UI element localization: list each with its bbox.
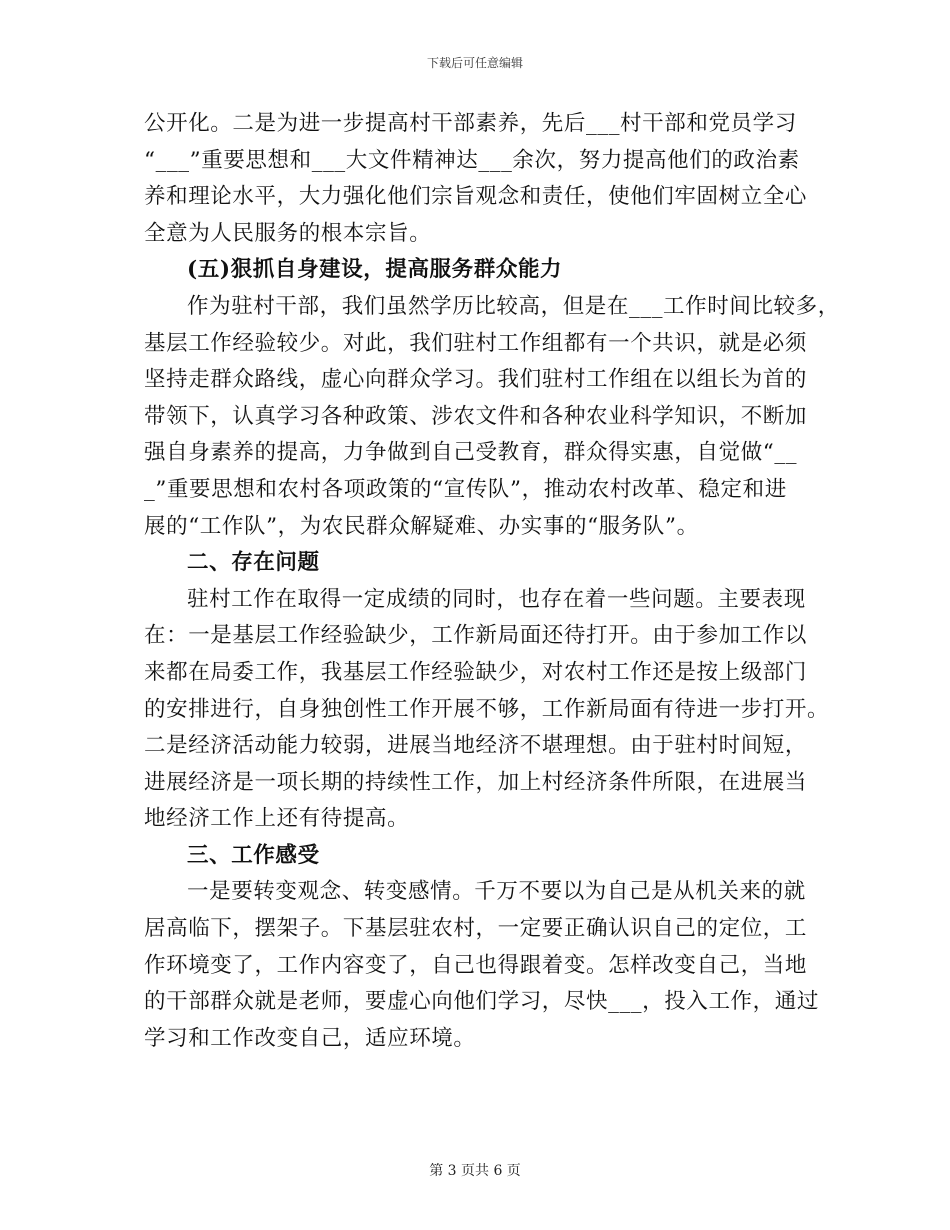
- document-body: [144, 106, 840, 1057]
- paragraph-line: 作为驻村干部，我们虽然学历比较高，但是在___工作时间比较多，: [187, 293, 840, 319]
- paragraph-line: 驻村工作在取得一定成绩的同时，也存在着一些问题。主要表现: [187, 586, 806, 612]
- paragraph-line: 的安排进行，自身独创性工作开展不够，工作新局面有待进一步打开。: [144, 696, 830, 722]
- paragraph-line: 一是要转变观念、转变感情。千万不要以为自己是从机关来的就: [187, 879, 806, 905]
- paragraph-line: 公开化。二是为进一步提高村干部素养，先后___村干部和党员学习: [144, 111, 797, 136]
- paragraph-line: 二是经济活动能力较弱，进展当地经济不堪理想。由于驻村时间短，: [144, 733, 808, 759]
- paragraph-line: “___”重要思想和___大文件精神达___余次，努力提高他们的政治素: [144, 147, 800, 173]
- page-header: 下载后可任意编辑: [426, 56, 523, 70]
- paragraph-line: 在：一是基层工作经验缺少，工作新局面还待打开。由于参加工作以: [144, 623, 808, 649]
- paragraph-line: 作环境变了，工作内容变了，自己也得跟着变。怎样改变自己，当地: [144, 952, 808, 978]
- paragraph-line: 进展经济是一项长期的持续性工作，加上村经济条件所限，在进展当: [144, 769, 808, 795]
- paragraph-line: 居高临下，摆架子。下基层驻农村，一定要正确认识自己的定位，工: [144, 916, 808, 942]
- section-heading: (五)狠抓自身建设，提高服务群众能力: [187, 257, 563, 283]
- paragraph-line: 带领下，认真学习各种政策、涉农文件和各种农业科学知识，不断加: [144, 403, 808, 429]
- paragraph-line: 展的“工作队”，为农民群众解疑难、办实事的“服务队”。: [144, 513, 699, 539]
- paragraph-line: 全意为人民服务的根本宗旨。: [144, 220, 432, 246]
- paragraph-line: 的干部群众就是老师，要虚心向他们学习，尽快___，投入工作，通过: [144, 989, 819, 1015]
- paragraph-line: 强自身素养的提高，力争做到自己受教育，群众得实惠，自觉做“__: [144, 440, 798, 466]
- paragraph-line: _”重要思想和农村各项政策的“宣传队”，推动农村改革、稳定和进: [144, 476, 787, 502]
- paragraph-line: 坚持走群众路线，虚心向群众学习。我们驻村工作组在以组长为首的: [144, 367, 808, 393]
- paragraph-line: 地经济工作上还有待提高。: [144, 806, 410, 832]
- section-heading: 二、存在问题: [187, 550, 320, 576]
- paragraph-line: 来都在局委工作，我基层工作经验缺少，对农村工作还是按上级部门: [144, 659, 808, 685]
- paragraph-line: 养和理论水平，大力强化他们宗旨观念和责任，使他们牢固树立全心: [144, 184, 808, 210]
- page-number: 第 3 页共 6 页: [429, 1163, 521, 1179]
- section-heading: 三、工作感受: [187, 842, 320, 868]
- paragraph-line: 基层工作经验较少。对此，我们驻村工作组都有一个共识，就是必须: [144, 330, 808, 356]
- paragraph-line: 学习和工作改变自己，适应环境。: [144, 1025, 476, 1051]
